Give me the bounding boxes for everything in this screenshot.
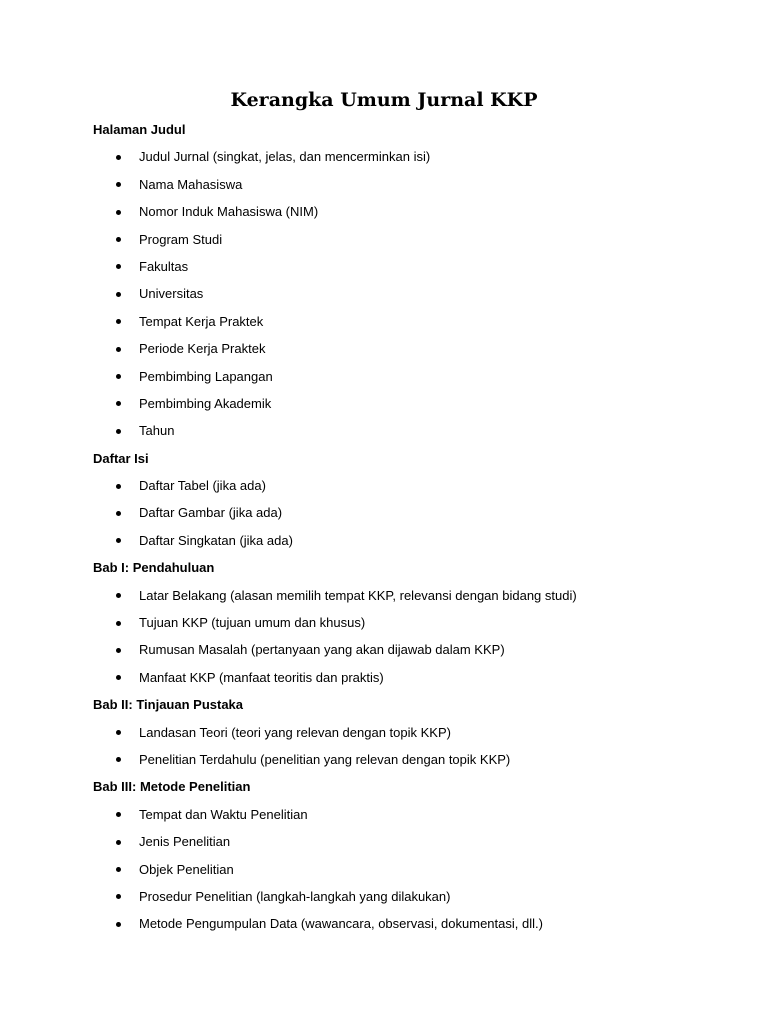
section-bab-3 <box>93 773 733 937</box>
list-item: Objek Penelitian <box>93 856 733 883</box>
document-content <box>93 116 733 938</box>
list-item: Pembimbing Lapangan <box>93 363 733 390</box>
list-item: Tahun <box>93 417 733 444</box>
list-item: Judul Jurnal (singkat, jelas, dan mencerminkan isi) <box>93 143 733 170</box>
list-item: Latar Belakang (alasan memilih tempat KKP, relevansi dengan bidang studi) <box>93 582 733 609</box>
list-item: Nama Mahasiswa <box>93 171 733 198</box>
section-heading: Bab II: Tinjauan Pustaka <box>93 697 244 713</box>
list-item: Rumusan Masalah (pertanyaan yang akan dijawab dalam KKP) <box>93 636 733 663</box>
list-item: Nomor Induk Mahasiswa (NIM) <box>93 198 733 225</box>
section-heading: Daftar Isi <box>93 450 149 466</box>
list-item: Penelitian Terdahulu (penelitian yang relevan dengan topik KKP) <box>93 746 733 773</box>
list-item: Landasan Teori (teori yang relevan dengan topik KKP) <box>93 719 733 746</box>
section-bab-2 <box>93 691 733 773</box>
list-item: Tempat dan Waktu Penelitian <box>93 801 733 828</box>
list-item: Universitas <box>93 280 733 307</box>
list-item: Periode Kerja Praktek <box>93 335 733 362</box>
list-item: Tujuan KKP (tujuan umum dan khusus) <box>93 609 733 636</box>
section-halaman-judul <box>93 116 733 445</box>
list-item: Daftar Singkatan (jika ada) <box>93 527 733 554</box>
list-item: Daftar Tabel (jika ada) <box>93 472 733 499</box>
list-item: Pembimbing Akademik <box>93 390 733 417</box>
page-title: Kerangka Umum Jurnal KKP <box>230 89 538 111</box>
list-item: Program Studi <box>93 226 733 253</box>
list-item: Prosedur Penelitian (langkah-langkah yang dilakukan) <box>93 883 733 910</box>
section-bab-1 <box>93 554 733 691</box>
list-item: Metode Pengumpulan Data (wawancara, observasi, dokumentasi, dll.) <box>93 910 733 937</box>
bullet-list <box>93 719 733 774</box>
section-heading: Bab I: Pendahuluan <box>93 560 215 576</box>
bullet-list <box>93 582 733 692</box>
section-daftar-isi <box>93 445 733 555</box>
bullet-list <box>93 801 733 938</box>
list-item: Daftar Gambar (jika ada) <box>93 499 733 526</box>
list-item: Fakultas <box>93 253 733 280</box>
bullet-list <box>93 472 733 554</box>
list-item: Manfaat KKP (manfaat teoritis dan praktis) <box>93 664 733 691</box>
section-heading: Bab III: Metode Penelitian <box>93 779 251 795</box>
section-heading: Halaman Judul <box>93 122 186 137</box>
list-item: Jenis Penelitian <box>93 828 733 855</box>
bullet-list <box>93 143 733 444</box>
list-item: Tempat Kerja Praktek <box>93 308 733 335</box>
